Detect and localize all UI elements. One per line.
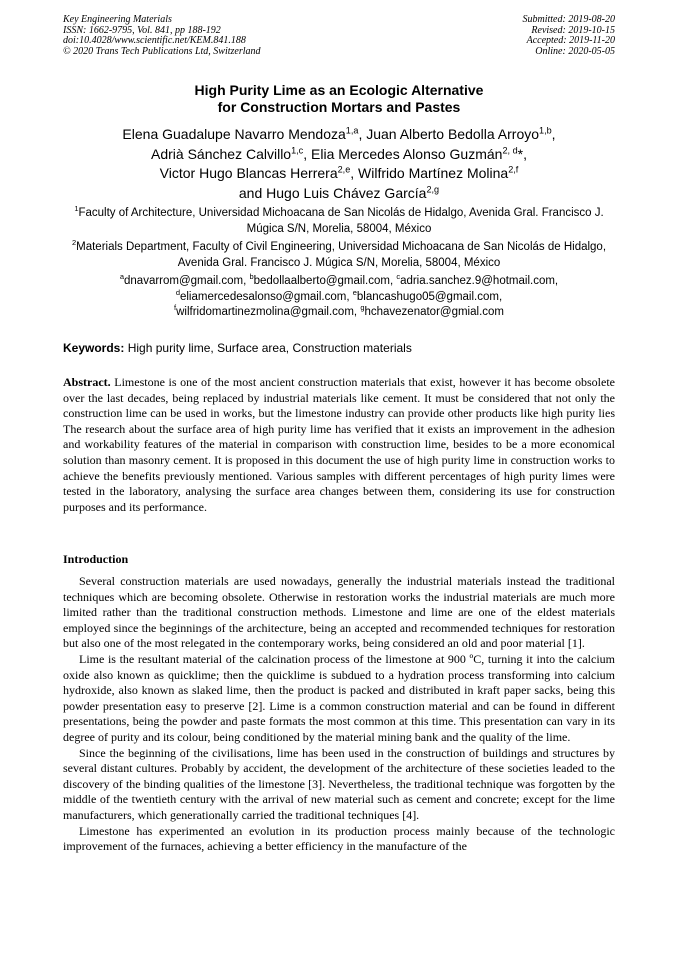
email-mark: b bbox=[249, 272, 254, 282]
author-affiliation-mark: 2, d bbox=[502, 145, 518, 156]
email-mark: c bbox=[396, 272, 401, 282]
author-name: Victor Hugo Blancas Herrera bbox=[159, 165, 338, 182]
date-online: Online: 2020-05-05 bbox=[535, 45, 615, 57]
affiliation-text: Faculty of Architecture, Universidad Michoacana de San Nicolás de Hidalgo, Avenida Gral. Francisco J. Múgica S/N, Morelia, 58004, México bbox=[78, 207, 604, 235]
author-affiliation-mark: 2,g bbox=[426, 184, 440, 195]
author-affiliation-mark: 2,f bbox=[508, 164, 519, 175]
affiliation-2 bbox=[63, 239, 615, 271]
affiliation-1 bbox=[63, 205, 615, 237]
author-separator: , bbox=[358, 126, 367, 142]
abstract-text: Limestone is one of the most ancient construction materials that exist, however it has become obsolete over the last decades, being replaced by industrial materials like cement. It must be considered that not only the construction lime can be used in works, but the limestone industry can provide other products like high purity lies The research about the surface area of high purity lime has verified that it exists an improvement in the adhesion and workability features of the material in comparison with construction lime, besides to be a more economical solution than masonry cement. It is proposed in this document the use of high purity lime in construction works to achieve the benefits previously mentioned. Various samples with different percentages of high purity limes were tested in the laboratory, analysing the surface area changes between them, considering its use for construction purposes and its performance. bbox=[63, 375, 615, 514]
email-address[interactable]: blancashugo05@gmail.com bbox=[356, 290, 499, 303]
author-name: and Hugo Luis Chávez García bbox=[238, 185, 427, 202]
affiliation-mark: 1 bbox=[74, 204, 79, 214]
email-mark: d bbox=[175, 287, 180, 297]
author-name: Elena Guadalupe Navarro Mendoza bbox=[122, 126, 346, 142]
date-revised: Revised: 2019-10-15 bbox=[531, 24, 615, 36]
email-mark: e bbox=[352, 287, 357, 297]
journal-info bbox=[63, 15, 261, 57]
journal-name: Key Engineering Materials bbox=[63, 14, 172, 25]
email-list: $^a$dnavarrom@gmail.com, $^b$bedollaalberto@gmail.com, $^c$adria.sanchez.9@hotmail.com, $^d$eliamercedesalonso@gmail.com, $^e$blancashugo05@gmail.com, $^f$wilfridomartinezmolina@gmail.com, $^g$hchavezenator@gmial.com bbox=[119, 272, 559, 318]
email-mark: g bbox=[360, 303, 365, 313]
publication-dates bbox=[523, 15, 616, 57]
affiliation-mark: 2 bbox=[71, 238, 77, 248]
keywords bbox=[63, 341, 412, 355]
author-separator: *, bbox=[517, 145, 527, 162]
author-name: Elia Mercedes Alonso Guzmán bbox=[311, 145, 503, 162]
author-list bbox=[63, 125, 615, 204]
abstract-label: Abstract. bbox=[63, 375, 111, 389]
email-address[interactable]: bedollaalberto@gmail.com bbox=[253, 275, 390, 287]
title-line: for Construction Mortars and Pastes bbox=[217, 99, 461, 115]
author-affiliation-mark: 1,b bbox=[539, 125, 552, 136]
email-address[interactable]: wilfridomartinezmolina@gmail.com bbox=[176, 306, 354, 318]
journal-copyright: © 2020 Trans Tech Publications Ltd, Switzerland bbox=[63, 45, 261, 57]
title-line: High Purity Lime as an Ecologic Alternative bbox=[194, 82, 484, 98]
email-address[interactable]: dnavarrom@gmail.com bbox=[124, 275, 244, 287]
paragraph: Several construction materials are used nowadays, generally the industrial materials instead the traditional techniques which are becoming obsolete. Otherwise in restoration works the industrial materials are much more limited rather than the traditional construction methods. Limestone and lime are one of the eldest materials employed since the beginnings of the architecture, being an accepted and recommended techniques for restoration but also one of the most relegated in the contemporary works, being considered an old and poor material [1]. bbox=[63, 574, 615, 651]
author-affiliation-mark: 1,c bbox=[291, 145, 304, 156]
email-mark: a bbox=[119, 272, 125, 282]
author-separator: , bbox=[551, 126, 556, 142]
date-accepted: Accepted: 2019-11-20 bbox=[526, 35, 615, 47]
paragraph: Since the beginning of the civilisations, lime has been used in the construction of buildings and structures by several distant cultures. Probably by accident, the development of the architecture of these societies leaded to the discovery of the binding qualities of the limestone [3]. Nevertheless, the traditional technique was forgotten by the middle of the twentieth century with the arrival of new material such as cement and concrete; except for the lime manufacturers, which generationally carried the traditional techniques [4]. bbox=[63, 745, 615, 822]
paragraph: Lime is the resultant material of the calcination process of the limestone at 900 ºC, turning it into the calcium oxide also known as quicklime; then the quicklime is subdued to a hydration process transforming into calcium hydroxide, also known as slaked lime, then the product is packed and distributed in kraft paper sacks, being this powder presentation easy to preserve [2]. Lime is a common construction material and can be found in different presentations, being the powder and paste formats the most common at this time. This presentation can vary in its degree of purity and its colour, being conditioned by the material mining bank and the quality of the lime. bbox=[63, 651, 615, 744]
author-affiliation-mark: 1,a bbox=[345, 125, 359, 136]
email-address[interactable]: eliamercedesalonso@gmail.com bbox=[179, 290, 347, 303]
author-name: Juan Alberto Bedolla Arroyo bbox=[366, 126, 540, 142]
keywords-label: Keywords: bbox=[63, 341, 125, 355]
author-name: Wilfrido Martínez Molina bbox=[358, 165, 509, 182]
author-affiliation-mark: 2,e bbox=[337, 164, 351, 175]
author-separator: , bbox=[350, 165, 359, 182]
paragraph: Limestone has experimented an evolution in its production process mainly because of the technologic improvement of the furnaces, achieving a better efficiency in the manufacture of the bbox=[63, 823, 615, 854]
journal-doi: doi:10.4028/www.scientific.net/KEM.841.188 bbox=[63, 35, 246, 47]
keywords-text: High purity lime, Surface area, Construction materials bbox=[127, 341, 412, 355]
author-separator: , bbox=[303, 145, 312, 162]
author-name: Adrià Sánchez Calvillo bbox=[151, 145, 292, 162]
introduction-body bbox=[63, 574, 615, 855]
paper-title bbox=[63, 82, 615, 116]
email-address[interactable]: adria.sanchez.9@hotmail.com bbox=[400, 275, 555, 287]
section-heading-introduction: Introduction bbox=[63, 552, 129, 566]
journal-issn: ISSN: 1662-9795, Vol. 841, pp 188-192 bbox=[63, 24, 221, 36]
email-mark: f bbox=[174, 303, 177, 313]
email-address[interactable]: hchavezenator@gmial.com bbox=[364, 306, 504, 318]
affiliation-text: Materials Department, Faculty of Civil Engineering, Universidad Michoacana de San Nicolás de Hidalgo, Avenida Gral. Francisco J. Múgica S/N, Morelia, 58004, México bbox=[76, 241, 607, 269]
abstract bbox=[63, 375, 615, 515]
date-submitted: Submitted: 2019-08-20 bbox=[522, 14, 615, 25]
